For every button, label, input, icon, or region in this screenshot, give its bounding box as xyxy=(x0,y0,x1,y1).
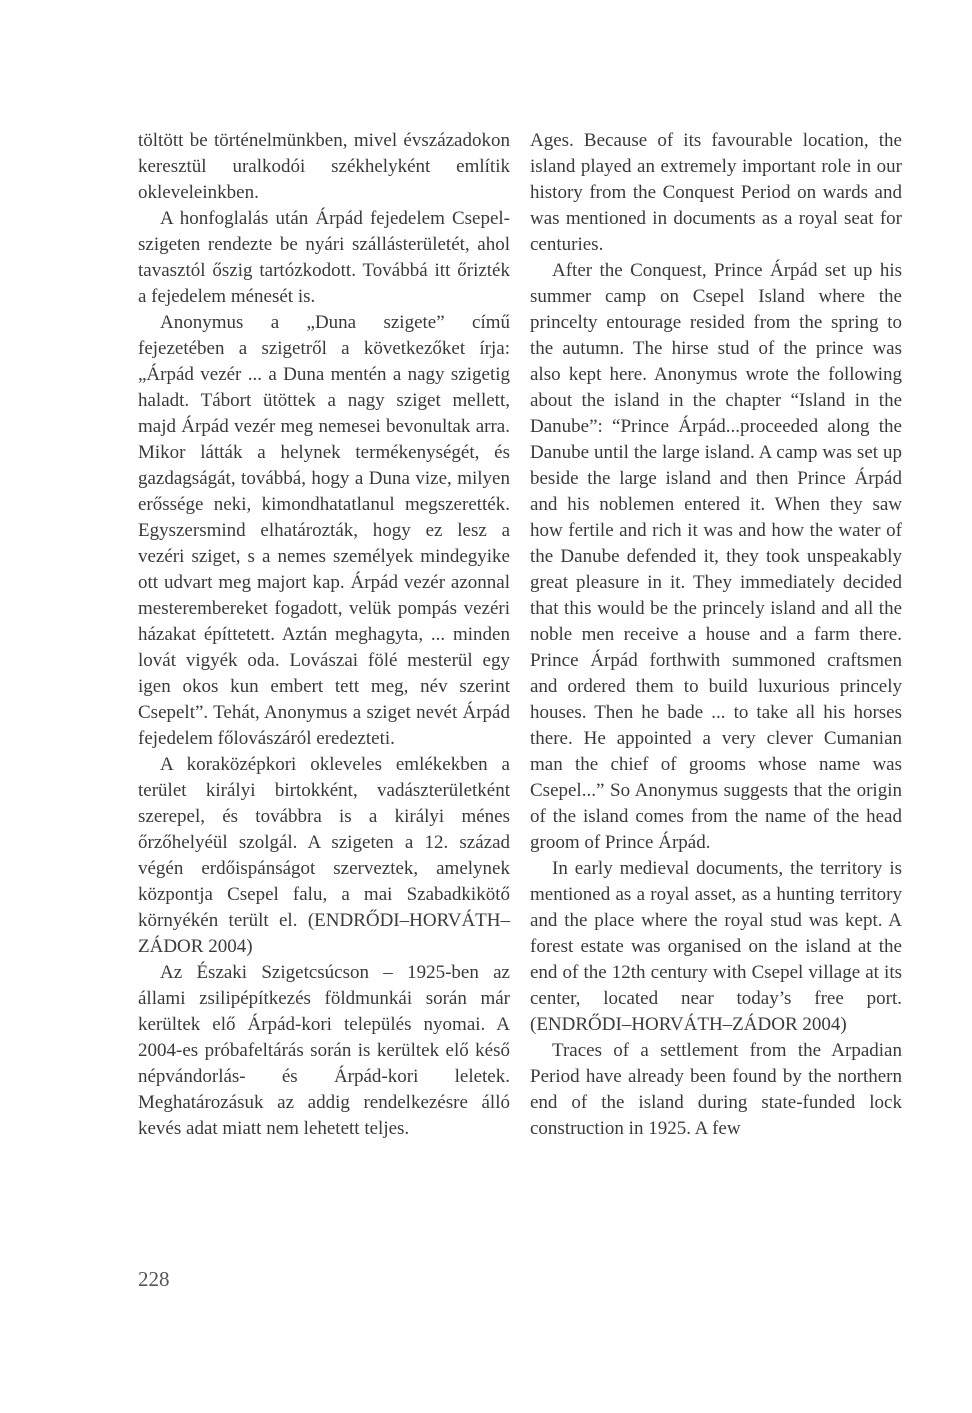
hungarian-paragraph: töltött be történelmünkben, mivel évszázadokon keresztül uralkodói székhelyként említik okleveleinkben. xyxy=(138,130,510,203)
english-paragraph: Ages. Because of its favourable location, the island played an extremely important role in our history from the Conquest Period on wards and was mentioned in documents as a royal seat for centuries. xyxy=(530,130,902,255)
hungarian-paragraph: A koraközépkori okleveles emlékekben a terület királyi birtokként, vadászterületként szerepel, és továbbra is a királyi ménes őrzőhelyéül szolgál. A szigeten a 12. század végén erdőispánságot szerveztek, amelynek központja Csepel falu, a mai Szabadkikötő környékén terült el. (ENDRŐDI–HORVÁTH–ZÁDOR 2004) xyxy=(138,754,510,957)
hungarian-paragraph: Az Északi Szigetcsúcson – 1925-ben az állami zsilipépítkezés földmunkái során már kerültek elő Árpád-kori település nyomai. A 2004-es próbafeltárás során is kerültek elő késő népvándorlás- és Árpád-kori leletek. Meghatározásuk az addig rendelkezésre álló kevés adat miatt nem lehetett teljes. xyxy=(138,962,510,1139)
hungarian-text-column xyxy=(138,128,510,1142)
english-paragraph: After the Conquest, Prince Árpád set up his summer camp on Csepel Island where the princelty entourage resided from the spring to the autumn. The hirse stud of the prince was also kept here. Anonymus wrote the following about the island in the chapter “Island in the Danube”: “Prince Árpád...proceeded along the Danube until the large island. A camp was set up beside the large island and then Prince Árpád and his noblemen entered it. When they saw how fertile and rich it was and how the water of the Danube defended it, they took unspeakably great pleasure in it. They immediately decided that this would be the princely island and all the noble men receive a house and a farm there. Prince Árpád forthwith summoned craftsmen and ordered them to build luxurious princely houses. Then he bade ... to take all his horses there. He appointed a very clever Cumanian man the chief of grooms whose name was Csepel...” So Anonymus suggests that the origin of the island comes from the name of the head groom of Prince Árpád. xyxy=(530,260,902,853)
hungarian-paragraph: A honfoglalás után Árpád fejedelem Csepel-szigeten rendezte be nyári szállásterületét, ahol tavasztól őszig tartózkodott. Továbbá itt őrizték a fejedelem ménesét is. xyxy=(138,208,510,307)
english-text-column xyxy=(530,128,902,1142)
english-paragraph: Traces of a settlement from the Arpadian Period have already been found by the northern end of the island during state-funded lock construction in 1925. A few xyxy=(530,1040,902,1139)
hungarian-paragraph: Anonymus a „Duna szigete” című fejezetében a szigetről a következőket írja: „Árpád vezér ... a Duna mentén a nagy szigetig haladt. Tábort ütöttek a nagy sziget mellett, majd Árpád vezér meg nemesei bevonultak arra. Mikor látták a helynek termékenységét, és gazdagságát, továbbá, hogy a Duna vize, milyen erőssége neki, kimondhatatlanul megszerették. Egyszersmind elhatározták, hogy ez lesz a vezéri sziget, s a nemes személyek mindegyike ott udvart meg majort kap. Árpád vezér azonnal mesterembereket fogadott, velük pompás vezéri házakat építtetett. Aztán meghagyta, ... minden lovát vigyék oda. Lovászai fölé mesterül egy igen okos kun embert tett meg, név szerint Csepelt”. Tehát, Anonymus a sziget nevét Árpád fejedelem főlovászáról eredezteti. xyxy=(138,312,510,749)
page-number: 228 xyxy=(138,1267,170,1291)
english-paragraph: In early medieval documents, the territory is mentioned as a royal asset, as a hunting territory and the place where the royal stud was kept. A forest estate was organised on the island at the end of the 12th century with Csepel village at its center, located near today’s free port. (ENDRŐDI–HORVÁTH–ZÁDOR 2004) xyxy=(530,858,902,1035)
